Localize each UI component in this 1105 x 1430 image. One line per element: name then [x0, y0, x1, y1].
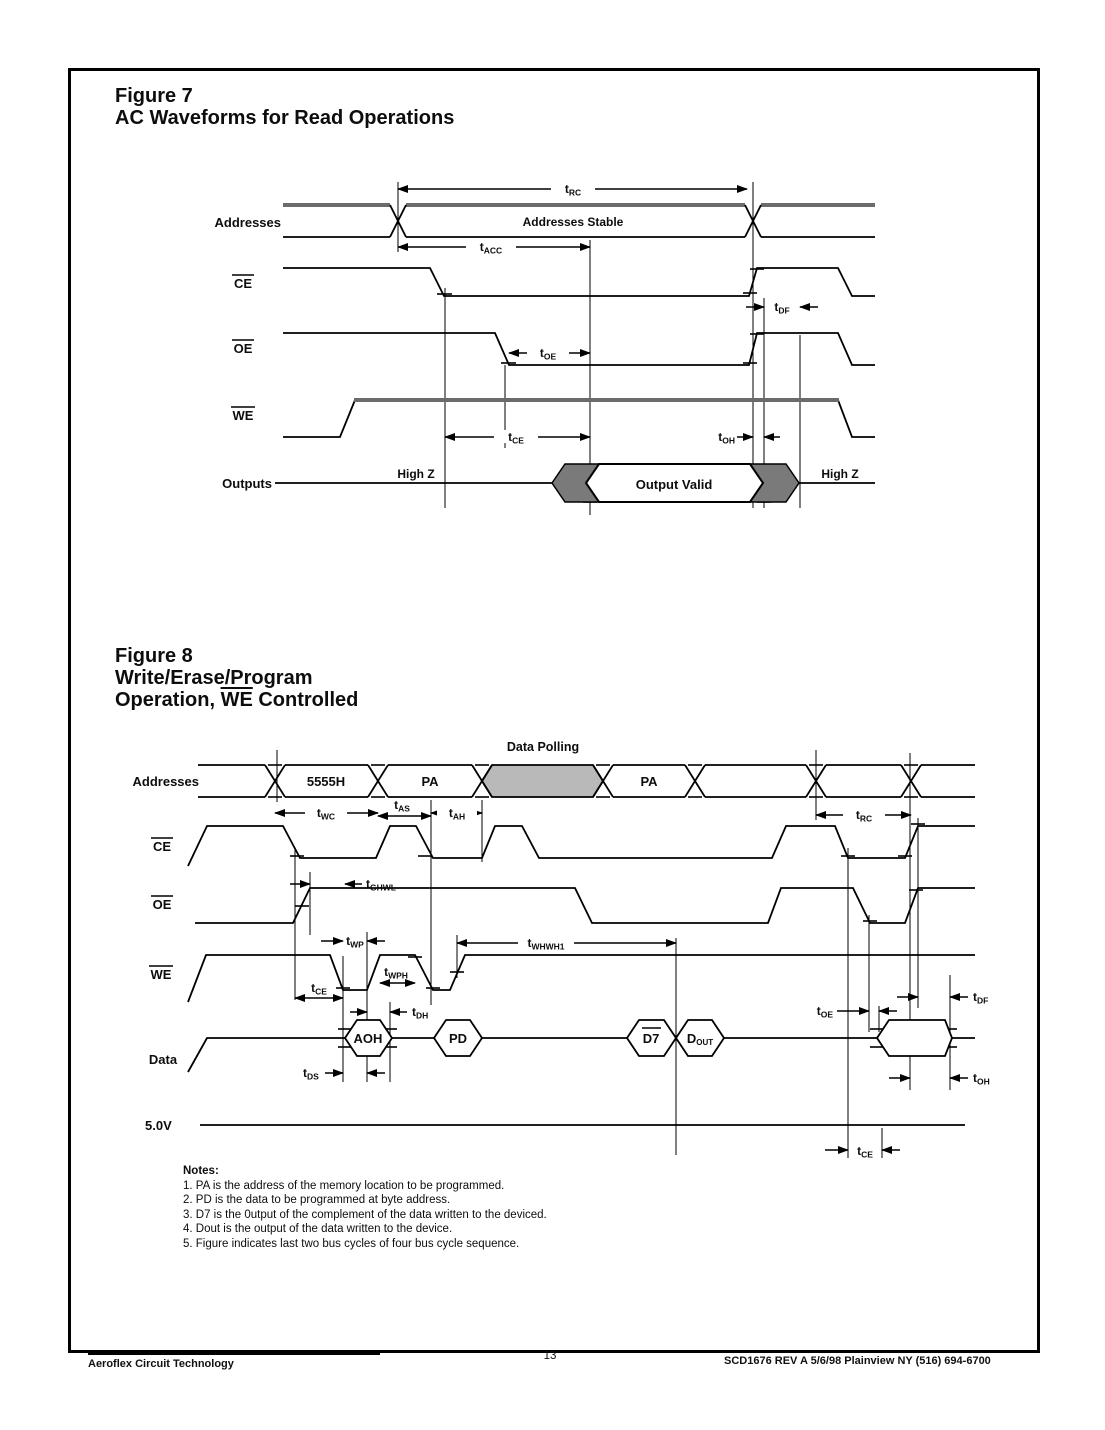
footer-page-number: 13: [543, 1350, 557, 1362]
note-item-1: 1. PA is the address of the memory location to be programmed.: [183, 1179, 505, 1192]
footer-document-id: SCD1676 REV A 5/6/98 Plainview NY (516) 694-6700: [724, 1350, 1014, 1367]
fig7-tacc-label: $t_{ACC}$: [479, 240, 503, 256]
fig8-timing-arrows: [275, 813, 968, 1150]
fig8-d7-label: D7: [642, 1031, 660, 1046]
note-item-5: 5. Figure indicates last two bus cycles of four bus cycle sequence.: [183, 1237, 520, 1250]
footer-company: Aeroflex Circuit Technology: [88, 1353, 380, 1370]
fig8-we-waveform: [188, 955, 975, 1002]
fig7-output-valid-label: Output Valid: [635, 477, 713, 492]
fig8-tdf-label: $t_{DF}$: [973, 990, 989, 1006]
fig7-tce-label: $t_{CE}$: [508, 430, 524, 446]
note-item-4: 4. Dout is the output of the data written to the device.: [183, 1223, 453, 1236]
fig8-label-data: Data: [148, 1052, 178, 1067]
fig8-tas-label: $t_{AS}$: [394, 798, 410, 814]
fig8-trc-label: $t_{RC}$: [855, 808, 873, 824]
fig8-twhwh1-label: $t_{WHWH1}$: [527, 936, 565, 952]
fig8-twc-label: $t_{WC}$: [316, 806, 336, 822]
fig8-ce-waveform: [188, 826, 975, 866]
fig8-highz-hexagon: [877, 1020, 952, 1056]
fig8-label-backgrounds: [305, 807, 885, 950]
fig8-label-ce: CE: [152, 839, 172, 854]
figure7-waveform-diagram: [200, 160, 920, 525]
fig7-label-ce: CE: [233, 276, 253, 291]
fig7-signal-labels: [215, 215, 281, 491]
fig7-toh-label: $t_{OH}$: [718, 430, 735, 446]
fig7-label-we: WE: [232, 408, 254, 423]
fig8-addr-pa2-label: PA: [640, 774, 658, 789]
fig8-dout-label: DOUT: [686, 1031, 714, 1047]
notes-heading: Notes:: [183, 1165, 219, 1177]
fig8-addr-cmd-label: 5555H: [306, 774, 346, 789]
fig8-tah-label: $t_{AH}$: [448, 806, 466, 822]
fig8-toh-label: $t_{OH}$: [973, 1071, 990, 1087]
fig8-tds-label: $t_{DS}$: [303, 1066, 319, 1082]
figure8-notes: [183, 1164, 547, 1252]
fig7-label-oe: OE: [233, 341, 253, 356]
fig7-toe-label: $t_{OE}$: [539, 346, 557, 362]
figure8-title-we-overlined: $\overline{WE}$: [220, 689, 253, 711]
fig8-data-polling-label: Data Polling: [506, 740, 580, 754]
fig8-toe-label: $t_{OE}$: [816, 1004, 833, 1020]
fig8-pd-label: PD: [448, 1031, 468, 1046]
fig7-annotations: [397, 215, 858, 492]
fig7-we-waveform: [283, 400, 875, 437]
fig8-signal-labels: [133, 774, 199, 1133]
fig8-twph-label: $t_{WPH}$: [384, 965, 408, 981]
fig8-oe-waveform: [195, 888, 975, 923]
figure8-title-line3: Operation, $\overline{WE}$ Controlled: [115, 689, 359, 711]
figure8-title-line1: Figure 8: [115, 645, 193, 667]
fig7-label-addresses: Addresses: [214, 215, 281, 230]
fig7-trc-label: $t_{RC}$: [564, 182, 582, 198]
note-item-3: 3. D7 is the 0utput of the complement of the data written to the deviced.: [183, 1208, 547, 1221]
fig8-tce-bottom-label: $t_{CE}$: [857, 1144, 873, 1160]
fig8-label-we: WE: [150, 967, 172, 982]
fig8-tghwl-label: $t_{GHWL}$: [366, 877, 396, 893]
fig8-tick-marks: [268, 765, 957, 1047]
fig7-oe-waveform: [283, 333, 875, 365]
fig7-tdf-label: $t_{DF}$: [774, 300, 790, 316]
fig8-tdh-label: $t_{DH}$: [412, 1005, 429, 1021]
fig8-addr-pa1-label: PA: [421, 774, 439, 789]
fig8-tce-label: $t_{CE}$: [311, 981, 327, 997]
fig8-aoh-label: AOH: [353, 1031, 383, 1046]
fig7-outputs-waveform: [275, 464, 875, 502]
figure7-title-line1: Figure 7: [115, 85, 193, 107]
fig8-label-addresses: Addresses: [132, 774, 199, 789]
figure7-title-line2: AC Waveforms for Read Operations: [115, 107, 455, 129]
fig8-data-waveform: [188, 1020, 975, 1072]
figure7-title: [115, 85, 454, 129]
fig7-high-z-left-label: High Z: [397, 467, 435, 481]
fig7-label-outputs: Outputs: [222, 476, 272, 491]
figure8-waveform-diagram: [120, 735, 1010, 1165]
fig7-high-z-right-label: High Z: [821, 467, 859, 481]
note-item-2: 2. PD is the data to be programmed at byte address.: [183, 1194, 451, 1207]
fig8-label-supply: 5.0V: [145, 1118, 172, 1133]
fig8-label-oe: OE: [152, 897, 172, 912]
fig7-addresses-stable-label: Addresses Stable: [522, 215, 624, 229]
fig8-timing-labels: [303, 798, 990, 1160]
fig8-data-polling-hexagon: [482, 765, 603, 797]
figure8-title: [115, 645, 358, 711]
figure8-title-line2: Write/Erase/Program: [115, 667, 313, 689]
fig7-ce-waveform: [283, 268, 875, 296]
fig8-twp-label: $t_{WP}$: [346, 934, 364, 950]
